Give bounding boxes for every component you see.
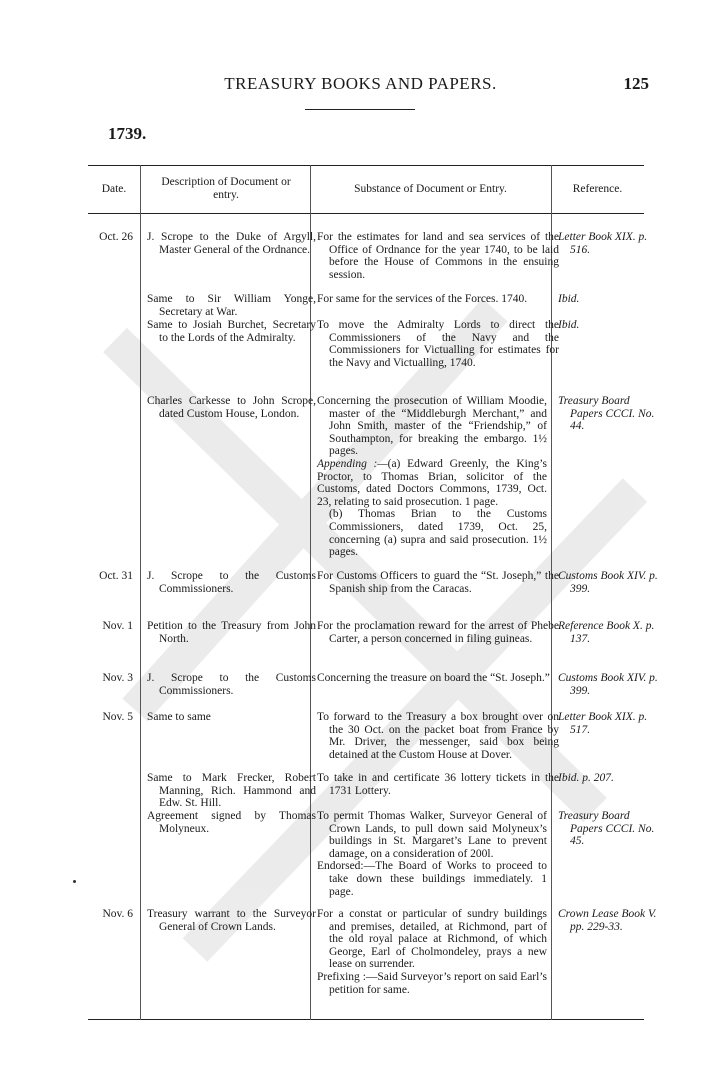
entry-reference: Letter Book XIX. p. 517. bbox=[558, 711, 648, 736]
entry-substance: To move the Admiralty Lords to direct the Commissioners of the Navy and the Commissioners for Victualling for estimates for the Navy and Victualling, 1740. bbox=[317, 319, 559, 369]
entry-description: Same to same bbox=[147, 711, 211, 723]
entry-description: Same to Josiah Burchet, Secretary to the Lords of the Admiralty. bbox=[147, 319, 316, 344]
entry-substance: Concerning the treasure on board the “St. Joseph.” bbox=[317, 672, 550, 684]
appending-a bbox=[317, 458, 547, 508]
entry-reference: Ibid. bbox=[558, 293, 580, 305]
entry-description: Petition to the Treasury from John North. bbox=[147, 620, 316, 645]
entry-substance: For the proclamation reward for the arrest of Phebe Carter, a person concerned in filing guineas. bbox=[317, 620, 559, 645]
entry-substance-group bbox=[317, 908, 547, 996]
column-header-substance: Substance of Document or Entry. bbox=[354, 182, 507, 195]
entry-reference: Treasury Board Papers CCCI. No. 45. bbox=[558, 810, 655, 848]
entry-date: Oct. 31 bbox=[99, 570, 133, 582]
entry-reference: Letter Book XIX. p. 516. bbox=[558, 231, 648, 256]
entry-reference: Ibid. p. 207. bbox=[558, 772, 614, 784]
entry-substance: For Customs Officers to guard the “St. Joseph,” the Spanish ship from the Caracas. bbox=[317, 570, 559, 595]
entry-substance: To permit Thomas Walker, Surveyor General of Crown Lands, to pull down said Molyneux’s buildings in St. Margaret’s Lane to prevent damage, on a consideration of 200l. bbox=[317, 810, 547, 860]
entries-table bbox=[88, 165, 658, 1020]
running-title: TREASURY BOOKS AND PAPERS. bbox=[224, 74, 497, 93]
entry-description: J. Scrope to the Customs Commissioners. bbox=[147, 672, 316, 697]
entry-substance: To take in and certificate 36 lottery tickets in the 1731 Lottery. bbox=[317, 772, 559, 797]
entry-substance: For the estimates for land and sea services of the Office of Ordnance for the year 1740, to be laid before the House of Commons in the ensuing session. bbox=[317, 231, 559, 281]
entry-reference: Treasury Board Papers CCCI. No. 44. bbox=[558, 395, 655, 433]
entry-description: J. Scrope to the Customs Commissioners. bbox=[147, 570, 316, 595]
column-header-description: Description of Document or entry. bbox=[161, 176, 291, 201]
entry-substance-group bbox=[317, 810, 547, 898]
entry-reference: Ibid. bbox=[558, 319, 580, 331]
entry-date: Oct. 26 bbox=[99, 231, 133, 243]
entry-reference: Crown Lease Book V. pp. 229-33. bbox=[558, 908, 657, 933]
page-number: 125 bbox=[623, 74, 649, 93]
entry-date: Nov. 5 bbox=[102, 711, 133, 723]
entry-date: Nov. 1 bbox=[102, 620, 133, 632]
column-header-date: Date. bbox=[101, 182, 127, 195]
entry-date: Nov. 3 bbox=[102, 672, 133, 684]
year-heading: 1739. bbox=[108, 124, 147, 143]
entry-substance: For same for the services of the Forces. 1740. bbox=[317, 293, 528, 305]
endorsed-note: Endorsed:—The Board of Works to proceed to take down these buildings immediately. 1 page. bbox=[317, 860, 547, 898]
entry-reference: Customs Book XIV. p. 399. bbox=[558, 570, 658, 595]
entry-substance-group bbox=[317, 395, 547, 559]
appending-a-text: (a) Edward Greenly, the King’s Proctor, to Thomas Brian, solicitor of the Customs, dated Doctors Commons, 1739, Oct. 23, relating to said prosecution. 1 page. bbox=[317, 457, 547, 508]
entry-substance: For a constat or particular of sundry buildings and premises, detailed, at Richmond, part of the old royal palace at Richmond, of which George, Earl of Cholmondeley, prays a new lease on surrender. bbox=[317, 908, 547, 971]
appending-b: (b) Thomas Brian to the Customs Commissioners, dated 1739, Oct. 25, concerning (a) supra and said prosecution. 1½ pages. bbox=[329, 508, 547, 559]
entry-description: Same to Mark Frecker, Robert Manning, Rich. Hammond and Edw. St. Hill. bbox=[147, 772, 316, 810]
entry-description: Treasury warrant to the Surveyor General of Crown Lands. bbox=[147, 908, 316, 933]
prefixing-note: Prefixing :—Said Surveyor’s report on said Earl’s petition for same. bbox=[317, 970, 547, 996]
entry-description: Same to Sir William Yonge, Secretary at War. bbox=[147, 293, 316, 318]
entry-description: J. Scrope to the Duke of Argyll, Master General of the Ordnance. bbox=[147, 231, 316, 256]
column-header-reference: Reference. bbox=[572, 182, 623, 195]
entry-substance: Concerning the prosecution of William Moodie, master of the “Middleburgh Merchant,” and John Smith, master of the “Friendship,” of Southampton, for breaking the embargo. 1½ pages. bbox=[317, 395, 547, 458]
title-rule bbox=[305, 109, 415, 110]
margin-mark bbox=[73, 880, 76, 883]
entry-reference: Reference Book X. p. 137. bbox=[558, 620, 655, 645]
entry-substance: To forward to the Treasury a box brought over on the 30 Oct. on the packet boat from France by Mr. Driver, the messenger, said box being detained at the Custom House at Dover. bbox=[317, 711, 559, 761]
entry-description: Charles Carkesse to John Scrope, dated Custom House, London. bbox=[147, 395, 316, 420]
entry-date: Nov. 6 bbox=[102, 908, 133, 920]
appending-label: Appending :— bbox=[317, 457, 388, 470]
entry-reference: Customs Book XIV. p. 399. bbox=[558, 672, 658, 697]
entry-description: Agreement signed by Thomas Molyneux. bbox=[147, 810, 316, 835]
